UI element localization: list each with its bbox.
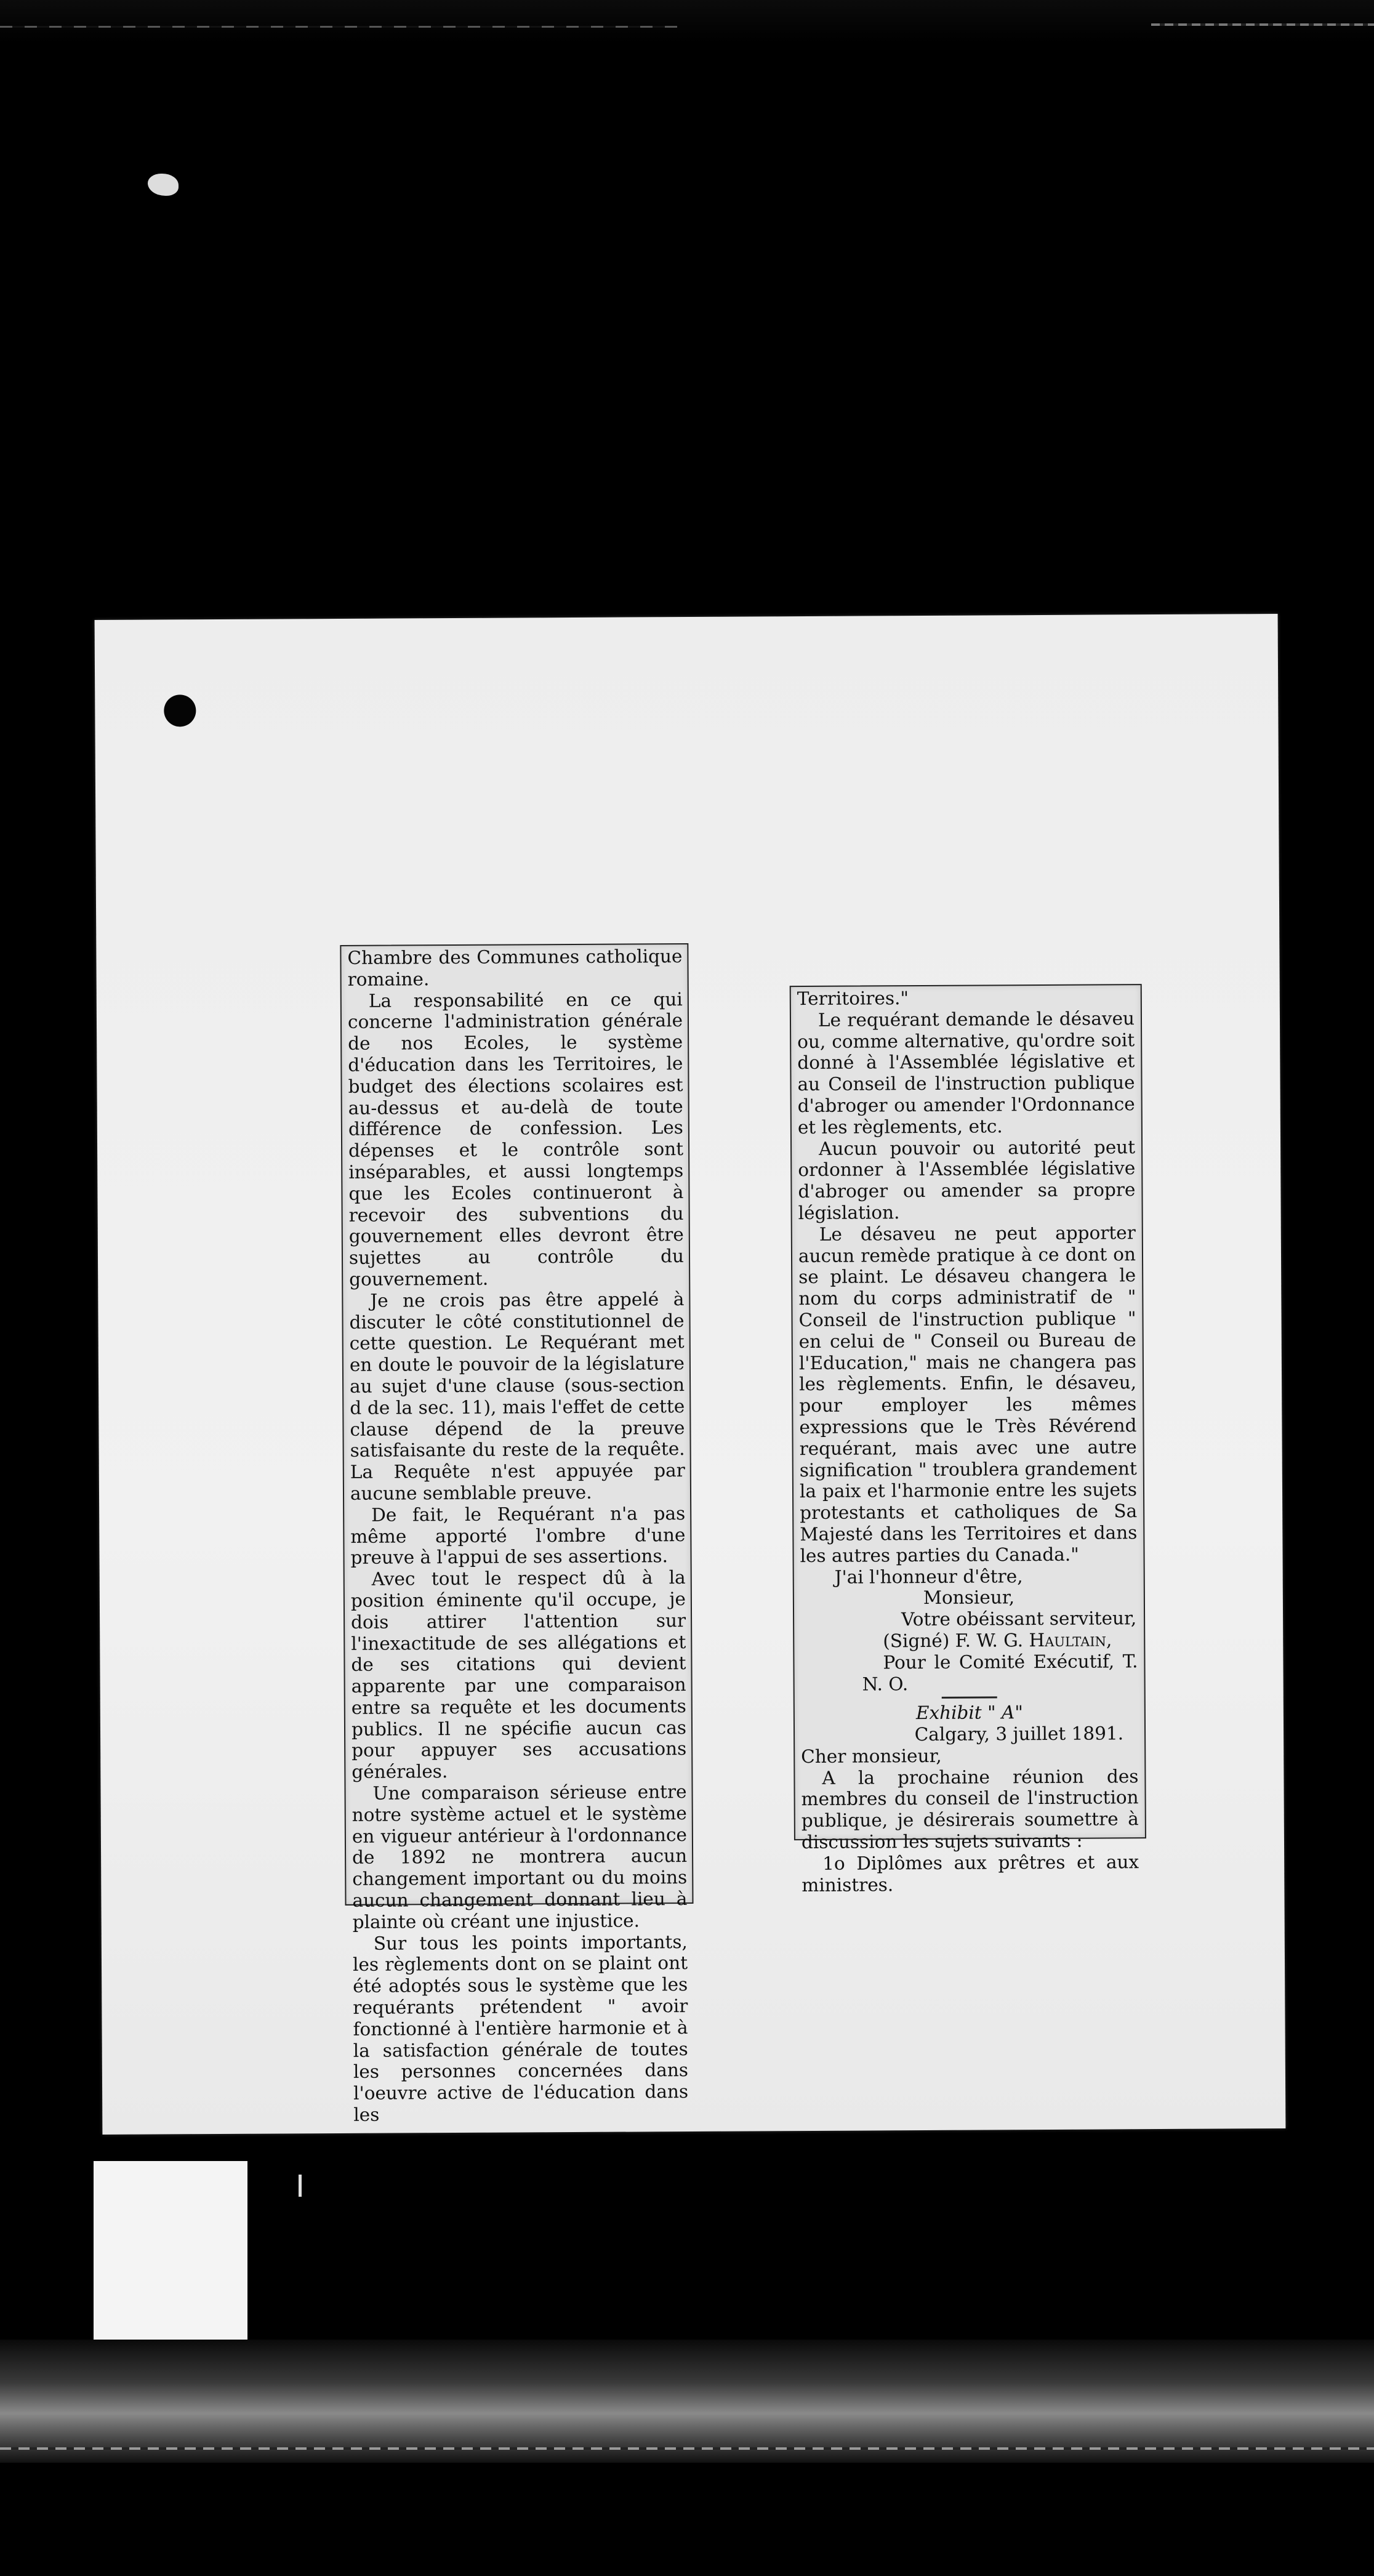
letter-date: Calgary, 3 juillet 1891. [914, 1723, 1124, 1745]
clipping-paragraph: Le désaveu ne peut apporter aucun remède pratique à ce dont on se plaint. Le désaveu changera le nom du corps administratif de " Conseil de l'instruction publique " en celui de " Conseil ou Bureau de l'Education," mais ne changera pas les règlements. Enfin, le désaveu, pour employer les mêmes expressions que le Très Révérend requérant, mais avec une autre signification " troublera grandement la paix et l'harmonie entre les sujets protestants et catholiques de Sa Majesté dans les Territoires et dans les autres parties du Canada." [798, 1222, 1138, 1566]
clipping-paragraph: De fait, le Requérant n'a pas même apporté l'ombre d'une preuve à l'appui de ses assertions. [350, 1502, 686, 1569]
clipping-paragraph: Le requérant demande le désaveu ou, comme alternative, qu'ordre soit donné à l'Assemblée législative et au Conseil de l'instruction publique d'abroger ou amender l'Ordonnance et les règlements, etc. [797, 1008, 1135, 1138]
separator-rule [942, 1697, 997, 1699]
letter-salutation: Cher monsieur, [801, 1745, 942, 1767]
clipping-paragraph: Sur tous les points importants, les règlements dont on se plaint ont été adoptés sous le système que les requérants prétendent " avoir fonctionné à l'entière harmonie et à la satisfaction générale de toutes les personnes concernées dans l'oeuvre active de l'éducation dans les [352, 1931, 689, 2125]
microfilm-top-margin [0, 0, 1374, 43]
exhibit-heading: Exhibit " A" [915, 1702, 1023, 1724]
film-tick-mark [299, 2175, 302, 2197]
clipping-paragraph: La responsabilité en ce qui concerne l'administration générale de nos Ecoles, le système d'éducation dans les Territoires, le budget des élections scolaires est au-dessus et au-delà de toute différence de confession. Les dépenses et le contrôle sont inséparables, et aussi longtemps que les Ecoles continueront à recevoir des subventions du gouvernement elles devront être sujettes au contrôle du gouvernement. [347, 988, 685, 1290]
microfilm-bottom-band [0, 2340, 1374, 2463]
clipping-paragraph: Avec tout le respect dû à la position éminente qu'il occupe, je dois attirer l'attention sur l'inexactitude de ses allégations et de ses citations qui devient apparente par une comparaison entre sa requête et les documents publics. Il ne spécifie aucun cas pour appuyer ses accusations générales. [350, 1567, 687, 1783]
newspaper-clipping-left [340, 943, 693, 2125]
punch-hole [164, 694, 196, 727]
clipping-paragraph: Une comparaison sérieuse entre notre système actuel et le système en vigueur antérieur à l'ordonnance de 1892 ne montrera aucun changement important ou du moins aucun changement donnant lieu à plainte où créant une injustice. [352, 1781, 688, 1933]
letter-closing: J'ai l'honneur d'être, [834, 1565, 1023, 1588]
letter-closing-monsieur: Monsieur, [923, 1587, 1015, 1609]
committee-line: Pour le Comité Exécutif, T. N. O. [862, 1650, 1138, 1695]
film-edge-marking-left [0, 26, 677, 28]
clipping-paragraph: A la prochaine réunion des membres du conseil de l'instruction publique, je désirerais soumettre à discussion les sujets suivants : [801, 1765, 1139, 1853]
clipping-paragraph: Je ne crois pas être appelé à discuter le côté constitutionnel de cette question. Le Requérant met en doute le pouvoir de la législature au sujet d'une clause (sous-section d de la sec. 11), mais l'effet de cette clause dépend de la preuve satisfaisante du reste de la requête. La Requête n'est appuyée par aucune semblable preuve. [349, 1288, 685, 1504]
film-speck [148, 174, 179, 196]
film-edge-marking-bottom [0, 2447, 1374, 2450]
letter-closing-servant: Votre obéissant serviteur, [901, 1608, 1137, 1630]
clipping-paragraph: Territoires." [797, 988, 909, 1010]
clipping-paragraph: Chambre des Communes catholique romaine. [347, 946, 683, 990]
signature-prefix: (Signé) F. W. G. [883, 1630, 1024, 1652]
clipping-paragraph: Aucun pouvoir ou autorité peut ordonner à l'Assemblée législative d'abroger ou amender sa propre législation. [798, 1136, 1136, 1224]
clipping-paragraph: 1o Diplômes aux prêtres et aux ministres. [802, 1851, 1139, 1896]
signatory-name: Haultain, [1029, 1629, 1112, 1651]
newspaper-clipping-right [790, 984, 1146, 1896]
film-edge-marking [1151, 23, 1374, 26]
signature-line [800, 1629, 1138, 1652]
scrapbook-page [95, 614, 1286, 2135]
